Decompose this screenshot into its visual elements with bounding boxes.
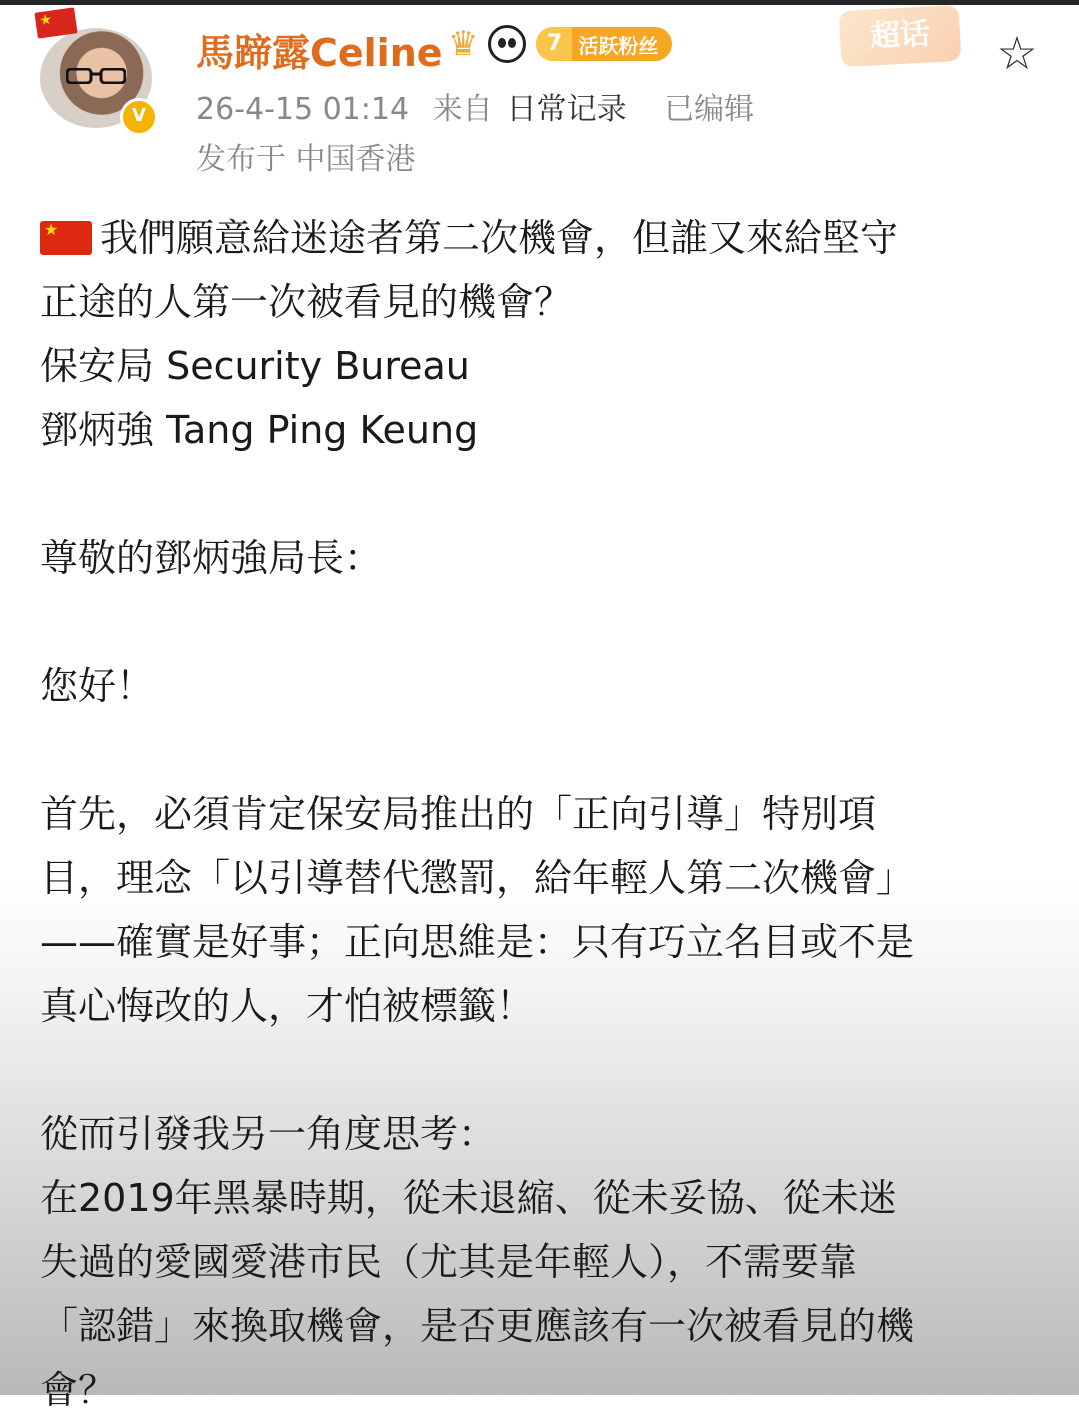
edited-label[interactable]: 已编辑 (664, 92, 755, 127)
post-line: 保安局 Security Bureau (40, 344, 470, 388)
panda-icon[interactable] (488, 25, 526, 63)
post-line: 在2019年黑暴時期，從未退縮、從未妥協、從未迷 (40, 1176, 897, 1220)
post-line: 從而引發我另一角度思考： (40, 1112, 497, 1156)
glasses-icon (66, 68, 126, 84)
post-line: 失過的愛國愛港市民（尤其是年輕人），不需要靠 (40, 1240, 858, 1284)
post-content (40, 206, 1050, 1422)
post-line: 鄧炳強 Tang Ping Keung (40, 408, 479, 452)
source-link[interactable]: 日常记录 (506, 92, 627, 127)
post-line: 正途的人第一次被看見的機會？ (40, 280, 573, 324)
post-line: ——確實是好事；正向思維是：只有巧立名目或不是 (40, 920, 915, 964)
blank-line (40, 590, 1050, 654)
post-line: 會？ (40, 1368, 117, 1412)
fan-badge[interactable] (536, 27, 672, 61)
china-flag-icon (40, 221, 92, 255)
status-bar (0, 0, 1079, 5)
fan-level: 7 (536, 27, 572, 61)
post-line: 真心悔改的人，才怕被標籤！ (40, 984, 535, 1028)
fan-badge-label: 活跃粉丝 (578, 33, 659, 58)
blank-line (40, 718, 1050, 782)
post-location: 发布于 中国香港 (196, 142, 416, 177)
post-line: 您好！ (40, 664, 155, 708)
verified-badge-icon: V (120, 98, 158, 136)
blank-line (40, 1038, 1050, 1102)
post-line: 目，理念「以引導替代懲罰，給年輕人第二次機會」 (40, 856, 915, 900)
flag-sticker-icon (34, 7, 77, 38)
crown-icon[interactable]: ♛ (448, 24, 479, 64)
username[interactable]: 馬蹄露Celine (196, 31, 443, 75)
user-badges (448, 24, 672, 64)
post-line: 「認錯」來換取機會，是否更應該有一次被看見的機 (40, 1304, 915, 1348)
post-line: 首先，必須肯定保安局推出的「正向引導」特別項 (40, 792, 877, 836)
favorite-star-icon[interactable]: ☆ (996, 26, 1038, 80)
post-meta (196, 84, 768, 128)
blank-line (40, 462, 1050, 526)
chaohua-button[interactable]: 超话 (839, 5, 962, 67)
post-line: ★我們願意給迷途者第二次機會，但誰又來給堅守 (40, 206, 1050, 270)
post-timestamp: 26-4-15 01:14 (196, 92, 410, 127)
post-line: 尊敬的鄧炳強局長： (40, 536, 383, 580)
source-prefix: 来自 (432, 92, 493, 127)
